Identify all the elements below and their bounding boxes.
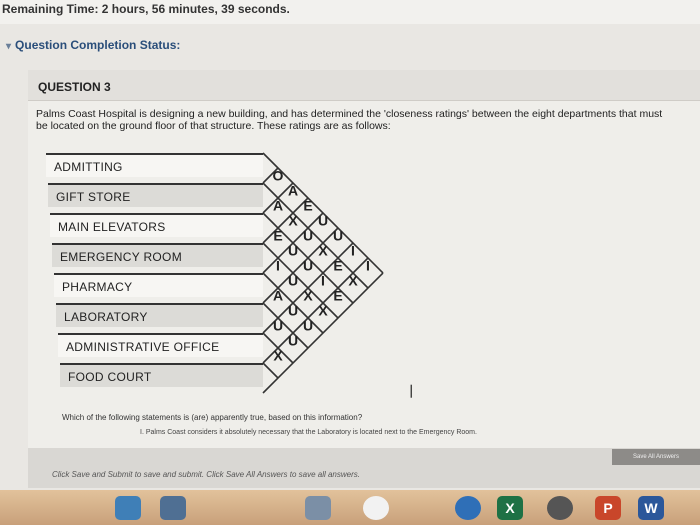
question-title: QUESTION 3 bbox=[38, 80, 111, 94]
closeness-rating-cell: U bbox=[302, 317, 314, 334]
closeness-rating-cell: I bbox=[366, 257, 370, 274]
closeness-rating-cell: E bbox=[333, 257, 343, 274]
closeness-rating-cell: E bbox=[303, 197, 313, 214]
matrix-grid-line bbox=[263, 363, 278, 378]
closeness-rating-cell: O bbox=[272, 167, 284, 184]
closeness-rating-cell: U bbox=[332, 227, 344, 244]
save-all-answers-button[interactable]: Save All Answers bbox=[612, 449, 700, 465]
closeness-rating-cell: X bbox=[348, 272, 358, 289]
department-label: ADMITTING bbox=[54, 160, 123, 174]
word-icon[interactable]: W bbox=[638, 496, 664, 520]
intro-line-2: be located on the ground floor of that structure. These ratings are as follows: bbox=[36, 120, 391, 132]
closeness-rating-cell: E bbox=[333, 287, 343, 304]
department-label: MAIN ELEVATORS bbox=[58, 220, 166, 234]
remaining-time: Remaining Time: 2 hours, 56 minutes, 39 seconds. bbox=[2, 2, 290, 16]
department-label: FOOD COURT bbox=[68, 370, 152, 384]
closeness-rating-cell: U bbox=[287, 332, 299, 349]
closeness-rating-cell: U bbox=[302, 257, 314, 274]
closeness-rating-cell: I bbox=[276, 257, 280, 274]
app-store-icon[interactable] bbox=[455, 496, 481, 520]
department-label: PHARMACY bbox=[62, 280, 133, 294]
chevron-down-icon: ▾ bbox=[6, 41, 12, 52]
mouse-cursor-icon: ᛁ bbox=[407, 383, 416, 399]
department-label: EMERGENCY ROOM bbox=[60, 250, 182, 264]
closeness-rating-cell: I bbox=[351, 242, 355, 259]
closeness-rating-cell: X bbox=[303, 287, 313, 304]
taskbar-app-icon[interactable] bbox=[305, 496, 331, 520]
department-label: LABORATORY bbox=[64, 310, 148, 324]
powerpoint-icon[interactable]: P bbox=[595, 496, 621, 520]
closeness-rating-cell: U bbox=[287, 272, 299, 289]
closeness-rating-cell: U bbox=[317, 212, 329, 229]
closeness-rating-cell: I bbox=[321, 272, 325, 289]
department-label: GIFT STORE bbox=[56, 190, 131, 204]
closeness-rating-cell: U bbox=[287, 242, 299, 259]
closeness-rating-cell: X bbox=[288, 212, 298, 229]
chrome-icon[interactable] bbox=[363, 496, 389, 520]
closeness-rating-cell: U bbox=[302, 227, 314, 244]
closeness-rating-cell: A bbox=[287, 182, 299, 199]
footer-instructions: Click Save and Submit to save and submit. Click Save All Answers to save all answers. bbox=[52, 470, 360, 479]
taskbar-app-icon[interactable] bbox=[115, 496, 141, 520]
question-footer bbox=[28, 448, 700, 488]
closeness-rating-cell: A bbox=[272, 287, 284, 304]
taskbar-app-icon[interactable] bbox=[160, 496, 186, 520]
department-label: ADMINISTRATIVE OFFICE bbox=[66, 340, 220, 354]
answer-choice-1[interactable]: I. Palms Coast considers it absolutely necessary that the Laboratory is located next to the Emergency Room. bbox=[140, 429, 477, 436]
completion-status-label: Question Completion Status: bbox=[15, 38, 181, 52]
closeness-rating-cell: U bbox=[287, 302, 299, 319]
closeness-rating-cell: E bbox=[273, 227, 283, 244]
closeness-rating-cell: X bbox=[273, 347, 283, 364]
system-preferences-icon[interactable] bbox=[547, 496, 573, 520]
closeness-rating-cell: A bbox=[272, 197, 284, 214]
intro-line-1: Palms Coast Hospital is designing a new building, and has determined the 'closeness ratings' between the eight departments that must bbox=[36, 108, 663, 120]
closeness-rating-cell: U bbox=[272, 317, 284, 334]
question-prompt: Which of the following statements is (are) apparently true, based on this information? bbox=[62, 413, 363, 422]
closeness-rating-cell: X bbox=[318, 302, 328, 319]
closeness-rating-cell: X bbox=[318, 242, 328, 259]
excel-icon[interactable]: X bbox=[497, 496, 523, 520]
